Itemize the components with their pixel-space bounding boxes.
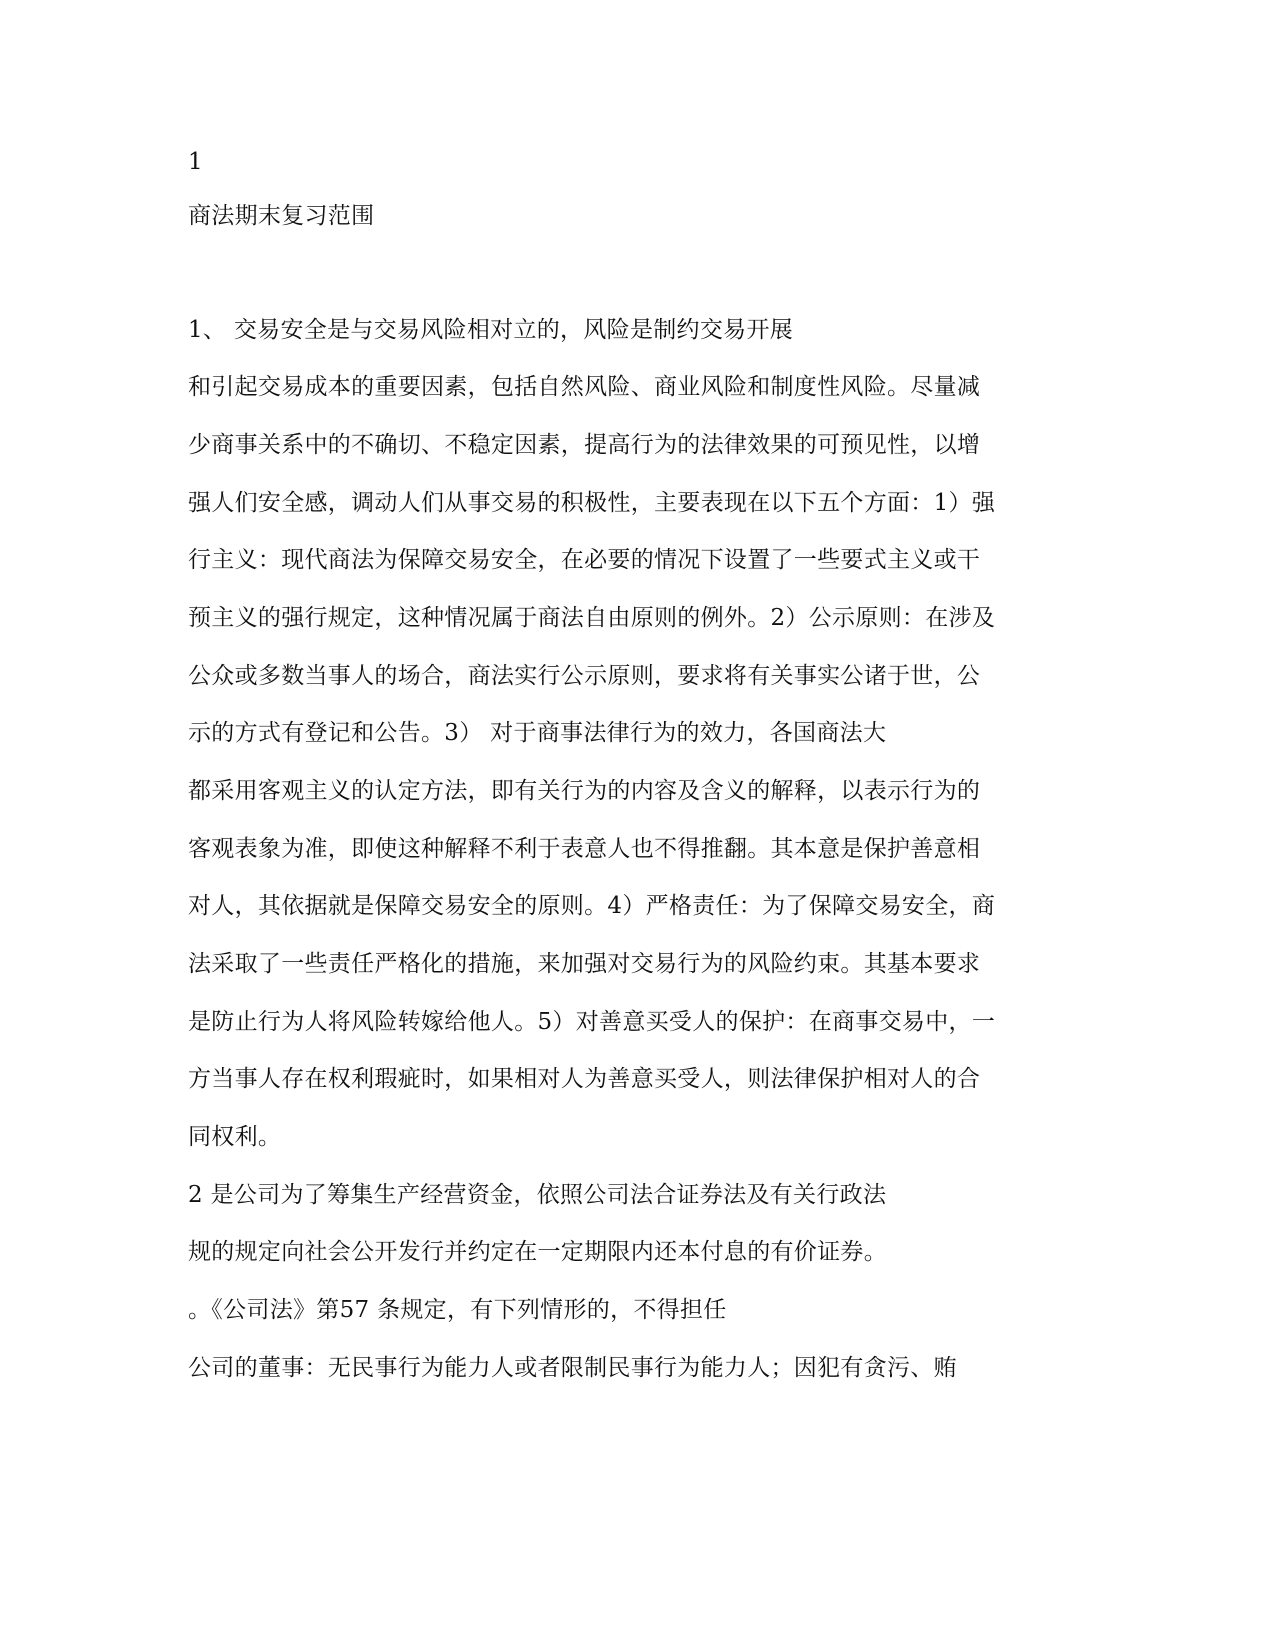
paragraph-line: 公众或多数当事人的场合，商法实行公示原则，要求将有关事实公诸于世，公 [188,663,981,689]
paragraph-line: 。《公司法》第57 条规定，有下列情形的，不得担任 [188,1297,727,1323]
paragraph-line: 都采用客观主义的认定方法，即有关行为的内容及含义的解释，以表示行为的 [188,778,981,804]
page-number: 1 [188,149,203,175]
paragraph-line: 客观表象为准，即使这种解释不利于表意人也不得推翻。其本意是保护善意相 [188,836,981,862]
paragraph-line: 行主义：现代商法为保障交易安全，在必要的情况下设置了一些要式主义或干 [188,547,981,573]
paragraph-line: 少商事关系中的不确切、不稳定因素，提高行为的法律效果的可预见性，以增 [188,432,981,458]
paragraph-line: 同权利。 [188,1124,282,1150]
paragraph-line: 预主义的强行规定，这种情况属于商法自由原则的例外。2）公示原则：在涉及 [188,605,996,631]
paragraph-line: 是防止行为人将风险转嫁给他人。5）对善意买受人的保护：在商事交易中，一 [188,1009,996,1035]
paragraph-line: 示的方式有登记和公告。3） 对于商事法律行为的效力，各国商法大 [188,720,887,746]
paragraph-line: 对人，其依据就是保障交易安全的原则。4）严格责任：为了保障交易安全，商 [188,893,996,919]
paragraph-line: 和引起交易成本的重要因素，包括自然风险、商业风险和制度性风险。尽量减 [188,374,981,400]
paragraph-line: 2 是公司为了筹集生产经营资金，依照公司法合证券法及有关行政法 [188,1182,887,1208]
paragraph-line: 方当事人存在权利瑕疵时，如果相对人为善意买受人，则法律保护相对人的合 [188,1066,981,1092]
paragraph-line: 1、 交易安全是与交易风险相对立的，风险是制约交易开展 [188,317,794,343]
paragraph-line: 规的规定向社会公开发行并约定在一定期限内还本付息的有价证券。 [188,1239,887,1265]
paragraph-line: 法采取了一些责任严格化的措施，来加强对交易行为的风险约束。其基本要求 [188,951,981,977]
document-title: 商法期末复习范围 [188,203,375,229]
paragraph-line: 公司的董事：无民事行为能力人或者限制民事行为能力人；因犯有贪污、贿 [188,1355,957,1381]
paragraph-line: 强人们安全感，调动人们从事交易的积极性，主要表现在以下五个方面：1）强 [188,490,996,516]
